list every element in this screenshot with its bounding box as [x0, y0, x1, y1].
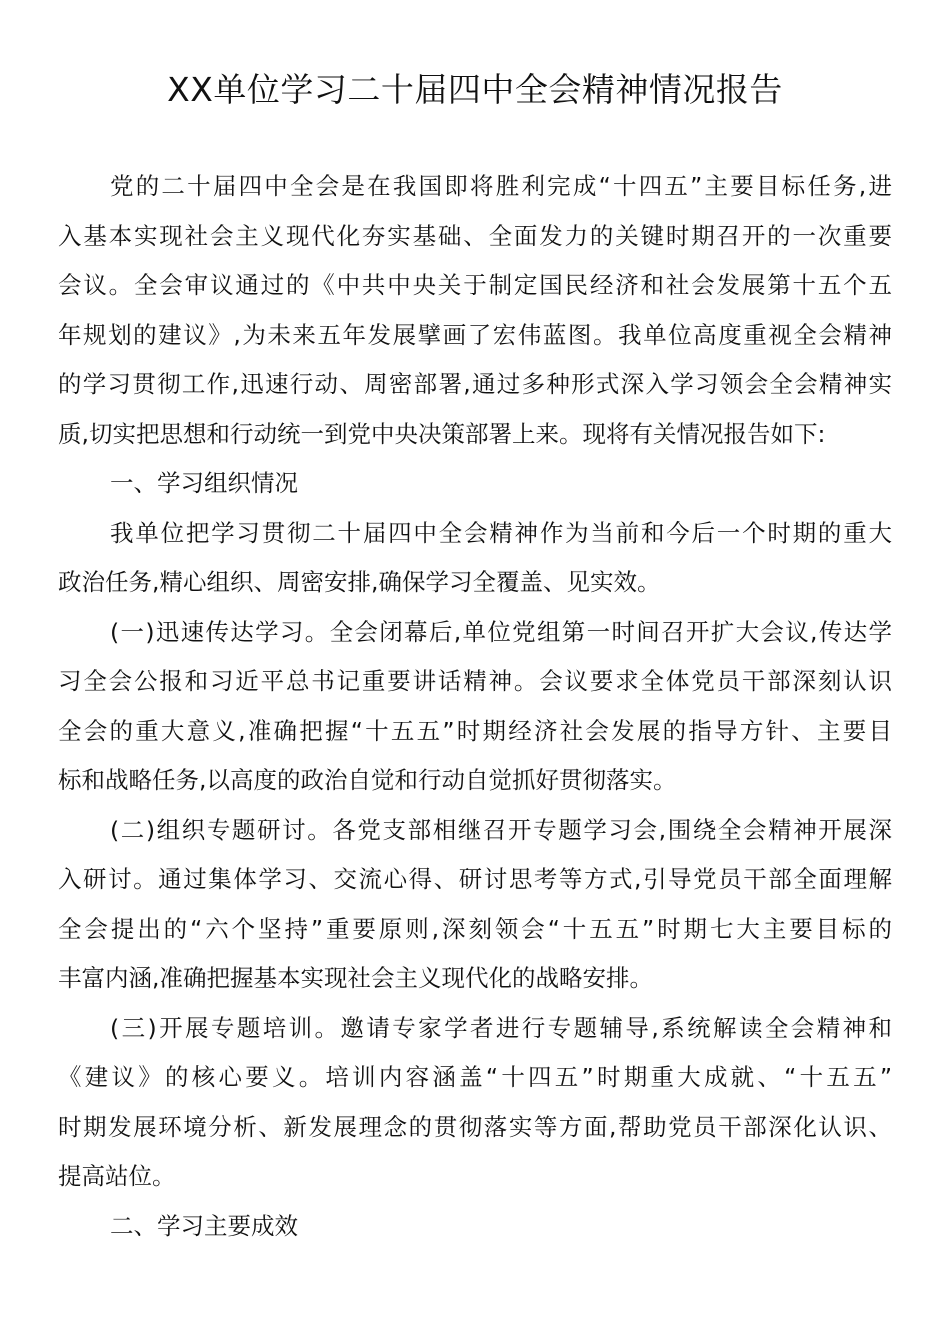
text-line: 全会的重大意义,准确把握“十五五”时期经济社会发展的指导方针、主要目 — [58, 716, 892, 745]
text-line: (三)开展专题培训。邀请专家学者进行专题辅导,系统解读全会精神和 — [110, 1013, 892, 1042]
text-line: 标和战略任务,以高度的政治自觉和行动自觉抓好贯彻落实。 — [58, 766, 677, 794]
section-heading — [58, 1202, 892, 1252]
text-line: 提高站位。 — [58, 1162, 176, 1190]
document-title: XX单位学习二十届四中全会精神情况报告 — [167, 70, 783, 109]
paragraph — [58, 1004, 892, 1202]
text-line: 质,切实把思想和行动统一到党中央决策部署上来。现将有关情况报告如下: — [58, 419, 826, 448]
text-line: 会议。全会审议通过的《中共中央关于制定国民经济和社会发展第十五个五 — [58, 271, 892, 299]
text-line: 习全会公报和习近平总书记重要讲话精神。会议要求全体党员干部深刻认识 — [58, 667, 892, 695]
text-line: 时期发展环境分析、新发展理念的贯彻落实等方面,帮助党员干部深化认识、 — [58, 1112, 892, 1141]
text-line: 《建议》的核心要义。培训内容涵盖“十四五”时期重大成就、“十五五” — [58, 1063, 892, 1091]
paragraph — [58, 608, 892, 806]
text-line: 一、学习组织情况 — [110, 469, 298, 497]
section-heading — [58, 459, 892, 509]
text-line: 全会提出的“六个坚持”重要原则,深刻领会“十五五”时期七大主要目标的 — [58, 914, 892, 943]
text-line: 年规划的建议》,为未来五年发展擘画了宏伟蓝图。我单位高度重视全会精神 — [58, 320, 892, 349]
text-line: (二)组织专题研讨。各党支部相继召开专题学习会,围绕全会精神开展深 — [110, 815, 892, 844]
text-line: (一)迅速传达学习。全会闭幕后,单位党组第一时间召开扩大会议,传达学 — [110, 617, 892, 646]
text-line: 入基本实现社会主义现代化夯实基础、全面发力的关键时期召开的一次重要 — [58, 221, 892, 250]
text-line: 入研讨。通过集体学习、交流心得、研讨思考等方式,引导党员干部全面理解 — [58, 865, 892, 893]
text-line: 我单位把学习贯彻二十届四中全会精神作为当前和今后一个时期的重大 — [110, 518, 892, 547]
text-line: 政治任务,精心组织、周密安排,确保学习全覆盖、见实效。 — [58, 568, 661, 596]
text-line: 党的二十届四中全会是在我国即将胜利完成“十四五”主要目标任务,进 — [110, 172, 892, 200]
text-line: 的学习贯彻工作,迅速行动、周密部署,通过多种形式深入学习领会全会精神实 — [58, 370, 892, 398]
paragraph — [58, 162, 892, 459]
document-body — [58, 162, 892, 1251]
paragraph — [58, 509, 892, 608]
text-line: 二、学习主要成效 — [110, 1211, 298, 1240]
text-line: 丰富内涵,准确把握基本实现社会主义现代化的战略安排。 — [58, 964, 653, 992]
paragraph — [58, 806, 892, 1004]
